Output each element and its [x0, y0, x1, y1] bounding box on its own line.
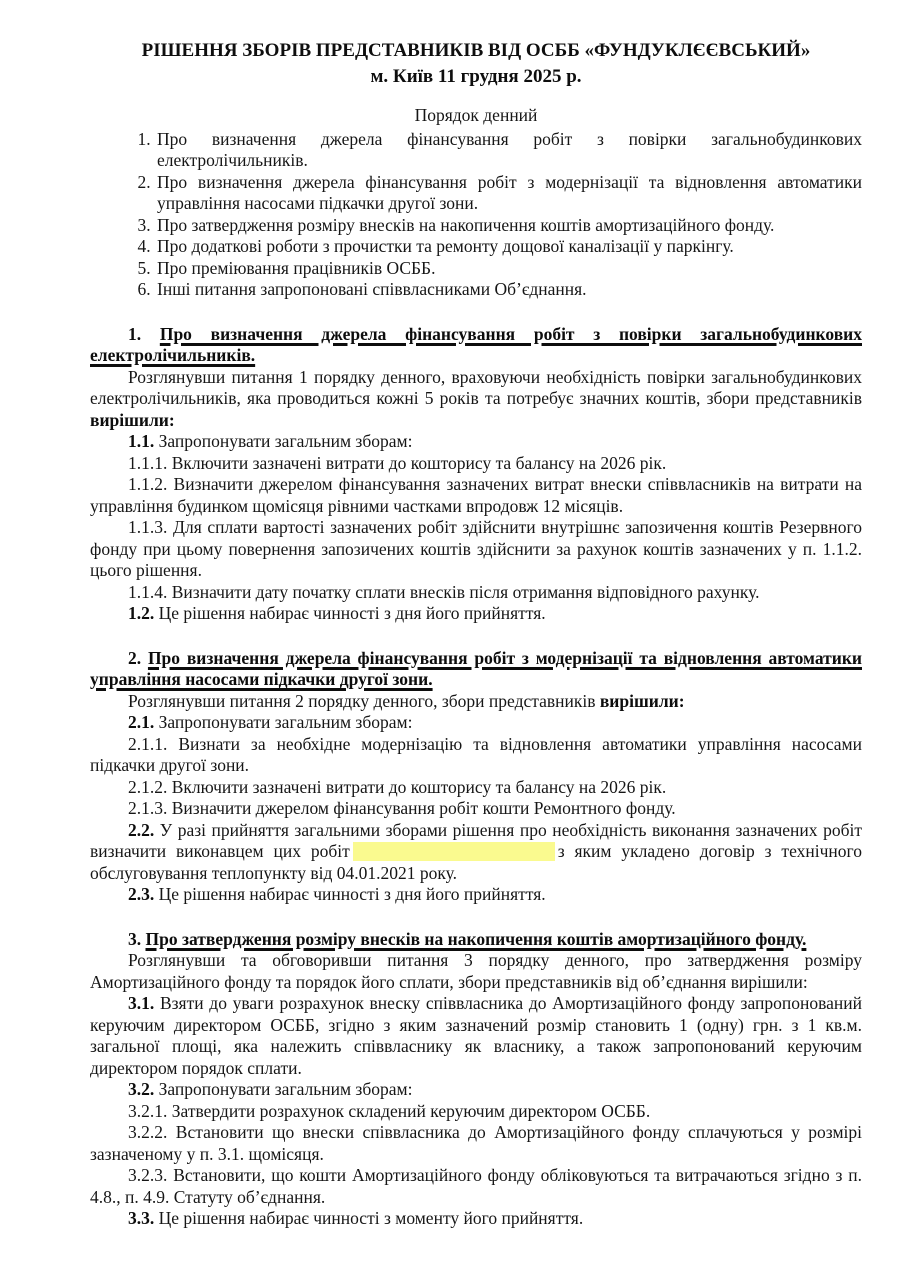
section-2: [90, 648, 862, 906]
paragraph-2-3: [90, 884, 862, 906]
paragraph-3-2-3: 3.2.3. Встановити, що кошти Амортизаційного фонду обліковуються та витрачаються згідно з п. 4.8., п. 4.9. Статуту об’єднання.: [90, 1165, 862, 1207]
paragraph-3-2-text: Запропонувати загальним зборам:: [158, 1079, 413, 1099]
section-2-number: 2.: [128, 647, 142, 668]
paragraph-1-1-4: 1.1.4. Визначити дату початку сплати внесків після отримання відповідного рахунку.: [128, 581, 760, 602]
paragraph-2-1: [90, 712, 862, 734]
section-1-intro-text: Розглянувши питання 1 порядку денного, враховуючи необхідність повірки загальнобудинкових електролічильників, яка проводиться кожні 5 років та потребує значних коштів, збори представників: [90, 366, 862, 408]
paragraph-3-2-number: 3.2.: [128, 1079, 155, 1099]
paragraph-1-1-1: 1.1.1. Включити зазначені витрати до кошторису та балансу на 2026 рік.: [128, 452, 667, 473]
agenda-item-2: 2. Про визначення джерела фінансування робіт з модернізації та відновлення автоматики управління насосами підкачки другої зони.: [155, 172, 862, 215]
section-2-intro: [90, 691, 862, 713]
section-2-heading: [90, 648, 862, 691]
paragraph-3-1: [90, 993, 862, 1079]
section-2-intro-bold: вирішили:: [599, 690, 685, 711]
paragraph-1-1-2: 1.1.2. Визначити джерелом фінансування зазначених витрат внески співвласників на витрати на управління будинком щомісяця рівними частками впродовж 12 місяців.: [90, 474, 862, 516]
paragraph-2-3-number: 2.3.: [128, 884, 155, 904]
paragraph-2-2: [90, 820, 862, 885]
paragraph-1-1-text: Запропонувати загальним зборам:: [158, 431, 413, 451]
section-1-heading-text: Про визначення джерела фінансування робіт з повірки загальнобудинкових електролічильників.: [90, 323, 862, 365]
section-3-number: 3.: [128, 928, 142, 949]
agenda-item-4: 4. Про додаткові роботи з прочистки та ремонту дощової каналізації у паркінгу.: [155, 236, 862, 258]
paragraph-1-2-text: Це рішення набирає чинності з дня його прийняття.: [158, 603, 546, 623]
agenda-item-3: 3. Про затвердження розміру внесків на накопичення коштів амортизаційного фонду.: [155, 215, 862, 237]
paragraph-3-2-2: 3.2.2. Встановити що внески співвласника до Амортизаційного фонду сплачуються у розмірі зазначеному у п. 3.1. щомісяця.: [90, 1122, 862, 1164]
section-2-heading-text: Про визначення джерела фінансування робіт з модернізації та відновлення автоматики управління насосами підкачки другої зони.: [90, 647, 862, 689]
paragraph-2-1-text: Запропонувати загальним зборам:: [158, 712, 413, 732]
paragraph-2-1-2: 2.1.2. Включити зазначені витрати до кошторису та балансу на 2026 рік.: [128, 776, 667, 797]
agenda-list: [90, 129, 862, 301]
paragraph-3-3-text: Це рішення набирає чинності з моменту його прийняття.: [158, 1208, 584, 1228]
paragraph-1-2-number: 1.2.: [128, 603, 155, 623]
redacted-highlight: [353, 842, 555, 861]
paragraph-3-3-number: 3.3.: [128, 1208, 155, 1228]
section-3-heading-text: Про затвердження розміру внесків на накопичення коштів амортизаційного фонду.: [145, 928, 807, 949]
paragraph-2-2-text-before: У разі прийняття загальними зборами рішення про необхідність виконання зазначених робіт визначити виконавцем цих робіт: [90, 819, 862, 861]
paragraph-1-1: [90, 431, 862, 453]
section-3: [90, 929, 862, 1230]
paragraph-3-1-number: 3.1.: [128, 993, 155, 1013]
paragraph-2-1-3: 2.1.3. Визначити джерелом фінансування робіт кошти Ремонтного фонду.: [128, 798, 676, 818]
section-1-intro-bold: вирішили:: [90, 409, 175, 430]
paragraph-2-3-text: Це рішення набирає чинності з дня його прийняття.: [158, 884, 546, 904]
paragraph-3-2: [90, 1079, 862, 1101]
paragraph-2-1-number: 2.1.: [128, 712, 155, 732]
paragraph-2-1-1: 2.1.1. Визнати за необхідне модернізацію та відновлення автоматики управління насосами підкачки другої зони.: [90, 733, 862, 775]
paragraph-2-2-text-after: з яким укладено договір з технічного обслуговування теплопункту від 04.01.2021 року.: [90, 841, 862, 883]
section-3-intro: Розглянувши та обговоривши питання 3 порядку денного, про затвердження розміру Амортизаційного фонду та порядок його сплати, збори представників від об’єднання вирішили:: [90, 950, 862, 992]
paragraph-3-2-1: 3.2.1. Затвердити розрахунок складений керуючим директором ОСББ.: [128, 1100, 651, 1121]
paragraph-2-2-number: 2.2.: [128, 819, 155, 840]
document-place-date: м. Київ 11 грудня 2025 р.: [370, 66, 582, 87]
paragraph-1-1-3: 1.1.3. Для сплати вартості зазначених робіт здійснити внутрішнє запозичення коштів Резервного фонду при цьому повернення запозичених коштів здійснити за рахунок коштів зазначених у п. 1.1.2. цього рішення.: [90, 517, 862, 580]
paragraph-3-3: [90, 1208, 862, 1230]
paragraph-1-2: [90, 603, 862, 625]
section-2-intro-text: Розглянувши питання 2 порядку денного, збори представників: [128, 690, 600, 711]
document-title: РІШЕННЯ ЗБОРІВ ПРЕДСТАВНИКІВ ВІД ОСББ «ФУНДУКЛЄЄВСЬКИЙ»: [141, 40, 811, 61]
section-3-heading: [90, 929, 862, 951]
agenda-item-1: 1. Про визначення джерела фінансування робіт з повірки загальнобудинкових електролічильників.: [155, 129, 862, 172]
section-1-intro: [90, 367, 862, 432]
section-1-heading: [90, 324, 862, 367]
paragraph-1-1-number: 1.1.: [128, 431, 155, 451]
section-1: [90, 324, 862, 625]
section-1-number: 1.: [128, 323, 142, 344]
paragraph-3-1-text: Взяти до уваги розрахунок внеску співвласника до Амортизаційного фонду запропонований керуючим директором ОСББ, згідно з яким зазначений розмір становить 1 (одну) грн. з 1 кв.м. загальної площі, яка належить співвласнику як власнику, а також запропонований керуючим директором порядок сплати.: [90, 993, 863, 1078]
agenda-item-5: 5. Про преміювання працівників ОСББ.: [155, 258, 862, 280]
agenda-item-6: 6. Інші питання запропоновані співвласниками Об’єднання.: [155, 279, 862, 301]
agenda-heading: Порядок денний: [414, 105, 538, 125]
